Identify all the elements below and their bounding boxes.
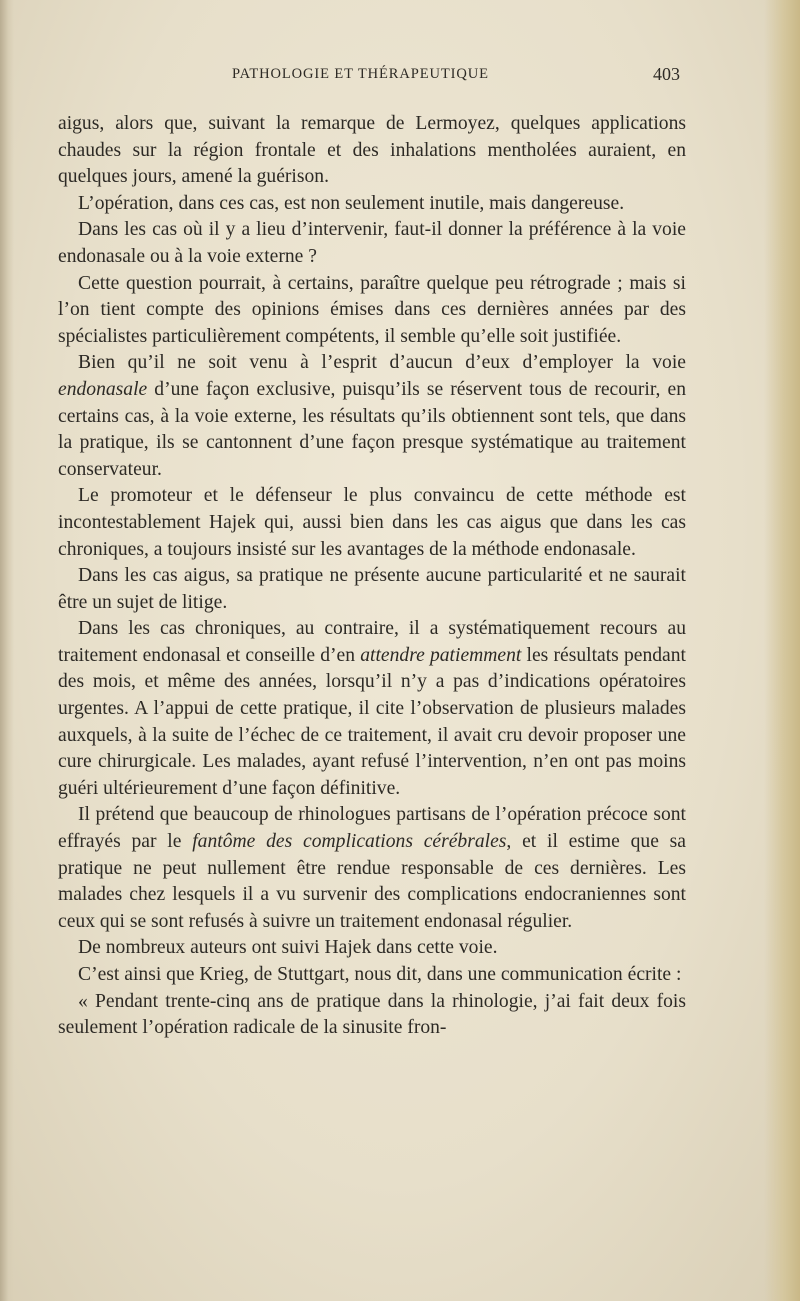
page-edge-stain: [764, 0, 800, 1301]
page-number: 403: [653, 64, 680, 84]
paragraph-1: aigus, alors que, suivant la remarque de Lermoyez, quelques applications chaudes sur la région frontale et des inhalations mentholées auraient, en quelques jours, amené la guérison.: [58, 113, 686, 188]
paragraph-9-text-a: Il prétend que beaucoup de rhinologues partisans de l’opération précoce sont effrayés par le: [58, 804, 686, 853]
paragraph-5-emphasis: endonasale: [58, 378, 148, 400]
paragraph-2: L’opération, dans ces cas, est non seulement inutile, mais dangereuse.: [78, 192, 625, 214]
paragraph-5: [58, 350, 686, 483]
paragraph-8-text-b: les résultats pendant des mois, et même des années, lorsqu’il n’y a pas d’indications opératoires urgentes. A l’appui de cette pratique, il cite l’observation de plusieurs malades auxquels, à la suite de l’échec de ce traitement, il avait cru devoir proposer une cure chirurgicale. Les malades, ayant refusé l’intervention, n’en ont pas moins guéri ultérieurement d’une façon définitive.: [58, 644, 686, 799]
paragraph-7: Dans les cas aigus, sa pratique ne présente aucune particularité et ne saurait être un sujet de litige.: [58, 565, 686, 613]
paragraph-10: De nombreux auteurs ont suivi Hajek dans cette voie.: [78, 937, 498, 959]
running-head-title: PATHOLOGIE ET THÉRAPEUTIQUE: [232, 66, 489, 82]
running-head: [0, 64, 800, 88]
paragraph-8-emphasis: attendre patiemment: [360, 644, 522, 666]
paragraph-9-text-b: , et il estime que sa pratique ne peut nullement être rendue responsable de ces dernières. Les malades chez lesquels il a vu survenir des complications endocraniennes sont ceux qui se sont refusés à suivre un traitement endonasal régulier.: [58, 831, 686, 932]
paragraph-12: « Pendant trente-cinq ans de pratique dans la rhinologie, j’ai fait deux fois seulement l’opération radicale de la sinusite fron-: [58, 990, 686, 1039]
paragraph-9-emphasis: fantôme des complications cérébrales: [192, 831, 507, 853]
paragraph-8: [58, 616, 686, 802]
paragraph-11: C’est ainsi que Krieg, de Stuttgart, nous dit, dans une communication écrite :: [78, 964, 682, 985]
paragraph-4: Cette question pourrait, à certains, paraître quelque peu rétrograde ; mais si l’on tient compte des opinions émises dans ces dernières années par des spécialistes particulièrement compétents, il semble qu’elle soit justifiée.: [58, 272, 686, 347]
paragraph-3: Dans les cas où il y a lieu d’intervenir, faut-il donner la préférence à la voie endonasale ou à la voie externe ?: [58, 219, 686, 267]
paragraph-9: [58, 802, 686, 935]
body-text: [58, 111, 686, 1042]
page-gutter-shadow: [0, 0, 14, 1301]
paragraph-8-text-a: Dans les cas chroniques, au contraire, il a systématiquement recours au traitement endonasal et conseille d’en: [58, 618, 686, 666]
paragraph-6: Le promoteur et le défenseur le plus convaincu de cette méthode est incontestablement Hajek qui, aussi bien dans les cas aigus que dans les cas chroniques, a toujours insisté sur les avantages de la méthode endonasale.: [58, 485, 686, 560]
paragraph-5-text-a: Bien qu’il ne soit venu à l’esprit d’aucun d’eux d’employer la voie: [78, 352, 686, 374]
paragraph-5-text-b: d’une façon exclusive, puisqu’ils se réservent tous de recourir, en certains cas, à la voie externe, les résultats qu’ils obtiennent sont tels, que dans la pratique, ils se cantonnent d’une façon presque systématique au traitement conservateur.: [58, 378, 686, 480]
